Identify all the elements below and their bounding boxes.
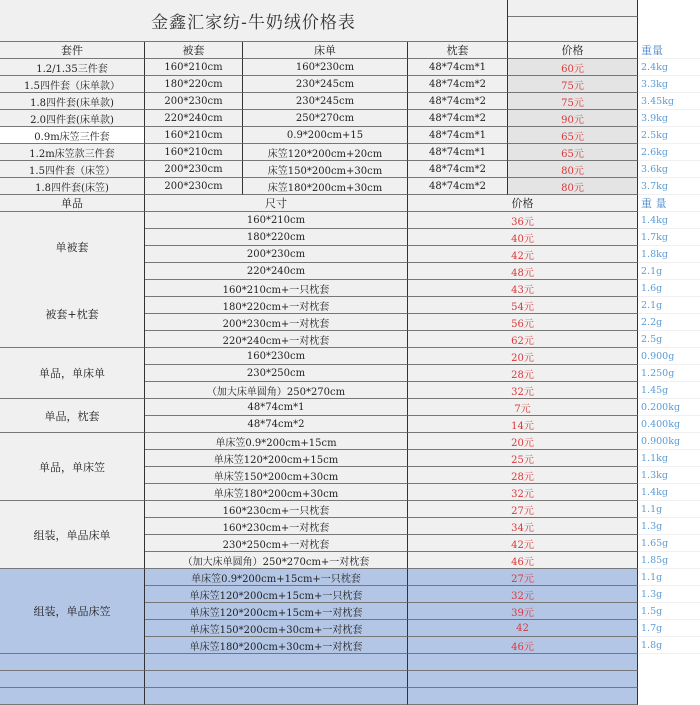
sheet-title: 金鑫汇家纺-牛奶绒价格表: [0, 0, 508, 42]
price-cell[interactable]: 42: [408, 620, 638, 637]
set-cell-pillow[interactable]: 48*74cm*1: [408, 144, 508, 161]
empty-row-cell[interactable]: [408, 654, 638, 671]
price-cell[interactable]: 46元: [408, 552, 638, 569]
price-cell[interactable]: 46元: [408, 637, 638, 654]
weight-cell[interactable]: 0.400kg: [638, 416, 700, 433]
header-duvet: 被套: [145, 42, 243, 59]
price-cell[interactable]: 27元: [408, 501, 638, 518]
price-cell[interactable]: 36元: [408, 212, 638, 229]
group-label[interactable]: 单被套: [0, 212, 145, 282]
empty-row-cell[interactable]: [638, 671, 700, 688]
weight-cell[interactable]: 1.250g: [638, 365, 700, 382]
price-cell[interactable]: 27元: [408, 569, 638, 586]
price-cell[interactable]: 20元: [408, 348, 638, 365]
weight-cell[interactable]: 1.1g: [638, 569, 700, 586]
group-label[interactable]: 组装，单品床笠: [0, 569, 145, 654]
size-cell[interactable]: 单床笠150*200cm+30cm+一对枕套: [145, 620, 408, 637]
header-size: 尺寸: [145, 195, 408, 212]
weight-cell[interactable]: 0.900kg: [638, 433, 700, 450]
empty-row-cell[interactable]: [408, 688, 638, 705]
set-cell-price[interactable]: 60元: [508, 59, 638, 76]
empty-row-cell[interactable]: [145, 654, 408, 671]
price-cell[interactable]: 42元: [408, 535, 638, 552]
price-cell[interactable]: 62元: [408, 331, 638, 348]
size-cell[interactable]: 48*74cm*2: [145, 416, 408, 433]
set-cell-sheet[interactable]: 床笠150*200cm+30cm: [243, 161, 408, 178]
set-cell-set[interactable]: 1.5四件套（床笠）: [0, 161, 145, 178]
size-cell[interactable]: 单床笠0.9*200cm+15cm+一只枕套: [145, 569, 408, 586]
weight-cell[interactable]: 2.1g: [638, 263, 700, 280]
set-cell-duvet[interactable]: 160*210cm: [145, 59, 243, 76]
weight-cell[interactable]: 1.1kg: [638, 450, 700, 467]
price-cell[interactable]: 48元: [408, 263, 638, 280]
size-cell[interactable]: 220*240cm+一对枕套: [145, 331, 408, 348]
size-cell[interactable]: 180*220cm: [145, 229, 408, 246]
empty-cell[interactable]: [638, 0, 700, 42]
price-cell[interactable]: 32元: [408, 382, 638, 399]
set-cell-set[interactable]: 1.5四件套（床单款）: [0, 76, 145, 93]
price-cell[interactable]: 25元: [408, 450, 638, 467]
set-cell-duvet[interactable]: 180*220cm: [145, 76, 243, 93]
size-cell[interactable]: 160*210cm+一只枕套: [145, 280, 408, 297]
price-cell[interactable]: 43元: [408, 280, 638, 297]
size-cell[interactable]: 单床笠150*200cm+30cm: [145, 467, 408, 484]
price-cell[interactable]: 34元: [408, 518, 638, 535]
set-cell-weight[interactable]: 3.3kg: [638, 76, 700, 93]
weight-cell[interactable]: 1.7kg: [638, 229, 700, 246]
weight-cell[interactable]: 1.45g: [638, 382, 700, 399]
set-cell-duvet[interactable]: 200*230cm: [145, 178, 243, 195]
empty-row-cell[interactable]: [0, 654, 145, 671]
size-cell[interactable]: 单床笠120*200cm+15cm+一对枕套: [145, 603, 408, 620]
size-cell[interactable]: 单床笠180*200cm+30cm: [145, 484, 408, 501]
set-cell-pillow[interactable]: 48*74cm*2: [408, 178, 508, 195]
price-cell[interactable]: 32元: [408, 586, 638, 603]
empty-row-cell[interactable]: [0, 688, 145, 705]
size-cell[interactable]: 230*250cm: [145, 365, 408, 382]
set-cell-duvet[interactable]: 160*210cm: [145, 127, 243, 144]
set-cell-duvet[interactable]: 200*230cm: [145, 93, 243, 110]
weight-cell[interactable]: 1.5g: [638, 603, 700, 620]
price-cell[interactable]: 7元: [408, 399, 638, 416]
group-label[interactable]: 单品，枕套: [0, 399, 145, 433]
set-cell-pillow[interactable]: 48*74cm*2: [408, 76, 508, 93]
set-cell-price[interactable]: 75元: [508, 93, 638, 110]
empty-row-cell[interactable]: [145, 688, 408, 705]
set-cell-pillow[interactable]: 48*74cm*1: [408, 59, 508, 76]
group-label[interactable]: 单品，单床笠: [0, 433, 145, 501]
price-cell[interactable]: 54元: [408, 297, 638, 314]
weight-cell[interactable]: 2.2g: [638, 314, 700, 331]
set-cell-duvet[interactable]: 220*240cm: [145, 110, 243, 127]
weight-cell[interactable]: 0.200kg: [638, 399, 700, 416]
set-cell-sheet[interactable]: 床笠180*200cm+30cm: [243, 178, 408, 195]
set-cell-weight[interactable]: 2.5kg: [638, 127, 700, 144]
set-cell-duvet[interactable]: 160*210cm: [145, 144, 243, 161]
empty-row-cell[interactable]: [638, 654, 700, 671]
set-cell-sheet[interactable]: 0.9*200cm+15: [243, 127, 408, 144]
group-label[interactable]: 组装，单品床单: [0, 501, 145, 569]
set-cell-weight[interactable]: 3.45kg: [638, 93, 700, 110]
set-cell-weight[interactable]: 2.4kg: [638, 59, 700, 76]
weight-cell[interactable]: 1.6g: [638, 280, 700, 297]
price-cell[interactable]: 14元: [408, 416, 638, 433]
price-cell[interactable]: 39元: [408, 603, 638, 620]
empty-row-cell[interactable]: [638, 688, 700, 705]
weight-cell[interactable]: 2.5g: [638, 331, 700, 348]
header-pillow: 枕套: [408, 42, 508, 59]
price-cell[interactable]: 20元: [408, 433, 638, 450]
weight-cell[interactable]: 1.3g: [638, 518, 700, 535]
weight-cell[interactable]: 1.4kg: [638, 212, 700, 229]
set-cell-weight[interactable]: 2.6kg: [638, 144, 700, 161]
size-cell[interactable]: 160*210cm: [145, 212, 408, 229]
size-cell[interactable]: （加大床单圆角）250*270cm: [145, 382, 408, 399]
set-cell-price[interactable]: 75元: [508, 76, 638, 93]
size-cell[interactable]: 单床笠120*200cm+15cm+一只枕套: [145, 586, 408, 603]
set-cell-pillow[interactable]: 48*74cm*2: [408, 93, 508, 110]
price-cell[interactable]: 56元: [408, 314, 638, 331]
weight-cell[interactable]: 1.3kg: [638, 467, 700, 484]
size-cell[interactable]: 单床笠120*200cm+15cm: [145, 450, 408, 467]
price-cell[interactable]: 40元: [408, 229, 638, 246]
header-sheet: 床单: [243, 42, 408, 59]
set-cell-price[interactable]: 65元: [508, 127, 638, 144]
empty-row-cell[interactable]: [408, 671, 638, 688]
size-cell[interactable]: 180*220cm+一对枕套: [145, 297, 408, 314]
set-cell-set[interactable]: 0.9m床笠三件套: [0, 127, 145, 144]
header-price: 价格: [508, 42, 638, 59]
group-label[interactable]: 被套+枕套: [0, 280, 145, 348]
size-cell[interactable]: 单床笠0.9*200cm+15cm: [145, 433, 408, 450]
size-cell[interactable]: （加大床单圆角）250*270cm+一对枕套: [145, 552, 408, 569]
empty-row-cell[interactable]: [145, 671, 408, 688]
set-cell-set[interactable]: 1.8四件套(床笠): [0, 178, 145, 195]
set-cell-sheet[interactable]: 230*245cm: [243, 93, 408, 110]
size-cell[interactable]: 230*250cm+一对枕套: [145, 535, 408, 552]
set-cell-set[interactable]: 2.0四件套(床单款): [0, 110, 145, 127]
weight-cell[interactable]: 1.65g: [638, 535, 700, 552]
weight-cell[interactable]: 1.8g: [638, 637, 700, 654]
group-label[interactable]: 单品，单床单: [0, 348, 145, 399]
header-set: 套件: [0, 42, 145, 59]
header-item: 单品: [0, 195, 145, 212]
size-cell[interactable]: 48*74cm*1: [145, 399, 408, 416]
size-cell[interactable]: 200*230cm: [145, 246, 408, 263]
set-cell-pillow[interactable]: 48*74cm*1: [408, 127, 508, 144]
empty-cell[interactable]: [508, 0, 638, 17]
set-cell-pillow[interactable]: 48*74cm*2: [408, 110, 508, 127]
header-weight: 重 量: [638, 195, 700, 212]
empty-row-cell[interactable]: [0, 671, 145, 688]
set-cell-weight[interactable]: 3.9kg: [638, 110, 700, 127]
size-cell[interactable]: 160*230cm: [145, 348, 408, 365]
size-cell[interactable]: 160*230cm+一只枕套: [145, 501, 408, 518]
weight-cell[interactable]: 2.1g: [638, 297, 700, 314]
weight-cell[interactable]: 1.3g: [638, 586, 700, 603]
set-cell-sheet[interactable]: 230*245cm: [243, 76, 408, 93]
set-cell-weight[interactable]: 3.6kg: [638, 161, 700, 178]
set-cell-price[interactable]: 90元: [508, 110, 638, 127]
weight-cell[interactable]: 1.1g: [638, 501, 700, 518]
set-cell-weight[interactable]: 3.7kg: [638, 178, 700, 195]
size-cell[interactable]: 160*230cm+一对枕套: [145, 518, 408, 535]
size-cell[interactable]: 单床笠180*200cm+30cm+一对枕套: [145, 637, 408, 654]
set-cell-price[interactable]: 65元: [508, 144, 638, 161]
size-cell[interactable]: 220*240cm: [145, 263, 408, 280]
weight-cell[interactable]: 1.8kg: [638, 246, 700, 263]
set-cell-sheet[interactable]: 160*230cm: [243, 59, 408, 76]
set-cell-price[interactable]: 80元: [508, 161, 638, 178]
price-cell[interactable]: 28元: [408, 467, 638, 484]
empty-cell[interactable]: [508, 17, 638, 42]
set-cell-sheet[interactable]: 床笠120*200cm+20cm: [243, 144, 408, 161]
set-cell-sheet[interactable]: 250*270cm: [243, 110, 408, 127]
size-cell[interactable]: 200*230cm+一对枕套: [145, 314, 408, 331]
weight-cell[interactable]: 1.4kg: [638, 484, 700, 501]
set-cell-price[interactable]: 80元: [508, 178, 638, 195]
weight-cell[interactable]: 1.7g: [638, 620, 700, 637]
set-cell-set[interactable]: 1.2m床笠款三件套: [0, 144, 145, 161]
weight-cell[interactable]: 1.85g: [638, 552, 700, 569]
weight-cell[interactable]: 0.900g: [638, 348, 700, 365]
set-cell-set[interactable]: 1.8四件套(床单款): [0, 93, 145, 110]
set-cell-set[interactable]: 1.2/1.35三件套: [0, 59, 145, 76]
price-cell[interactable]: 42元: [408, 246, 638, 263]
set-cell-pillow[interactable]: 48*74cm*2: [408, 161, 508, 178]
price-cell[interactable]: 32元: [408, 484, 638, 501]
price-cell[interactable]: 28元: [408, 365, 638, 382]
header-weight: 重量: [638, 42, 700, 59]
header-price: 价格: [408, 195, 638, 212]
set-cell-duvet[interactable]: 200*230cm: [145, 161, 243, 178]
